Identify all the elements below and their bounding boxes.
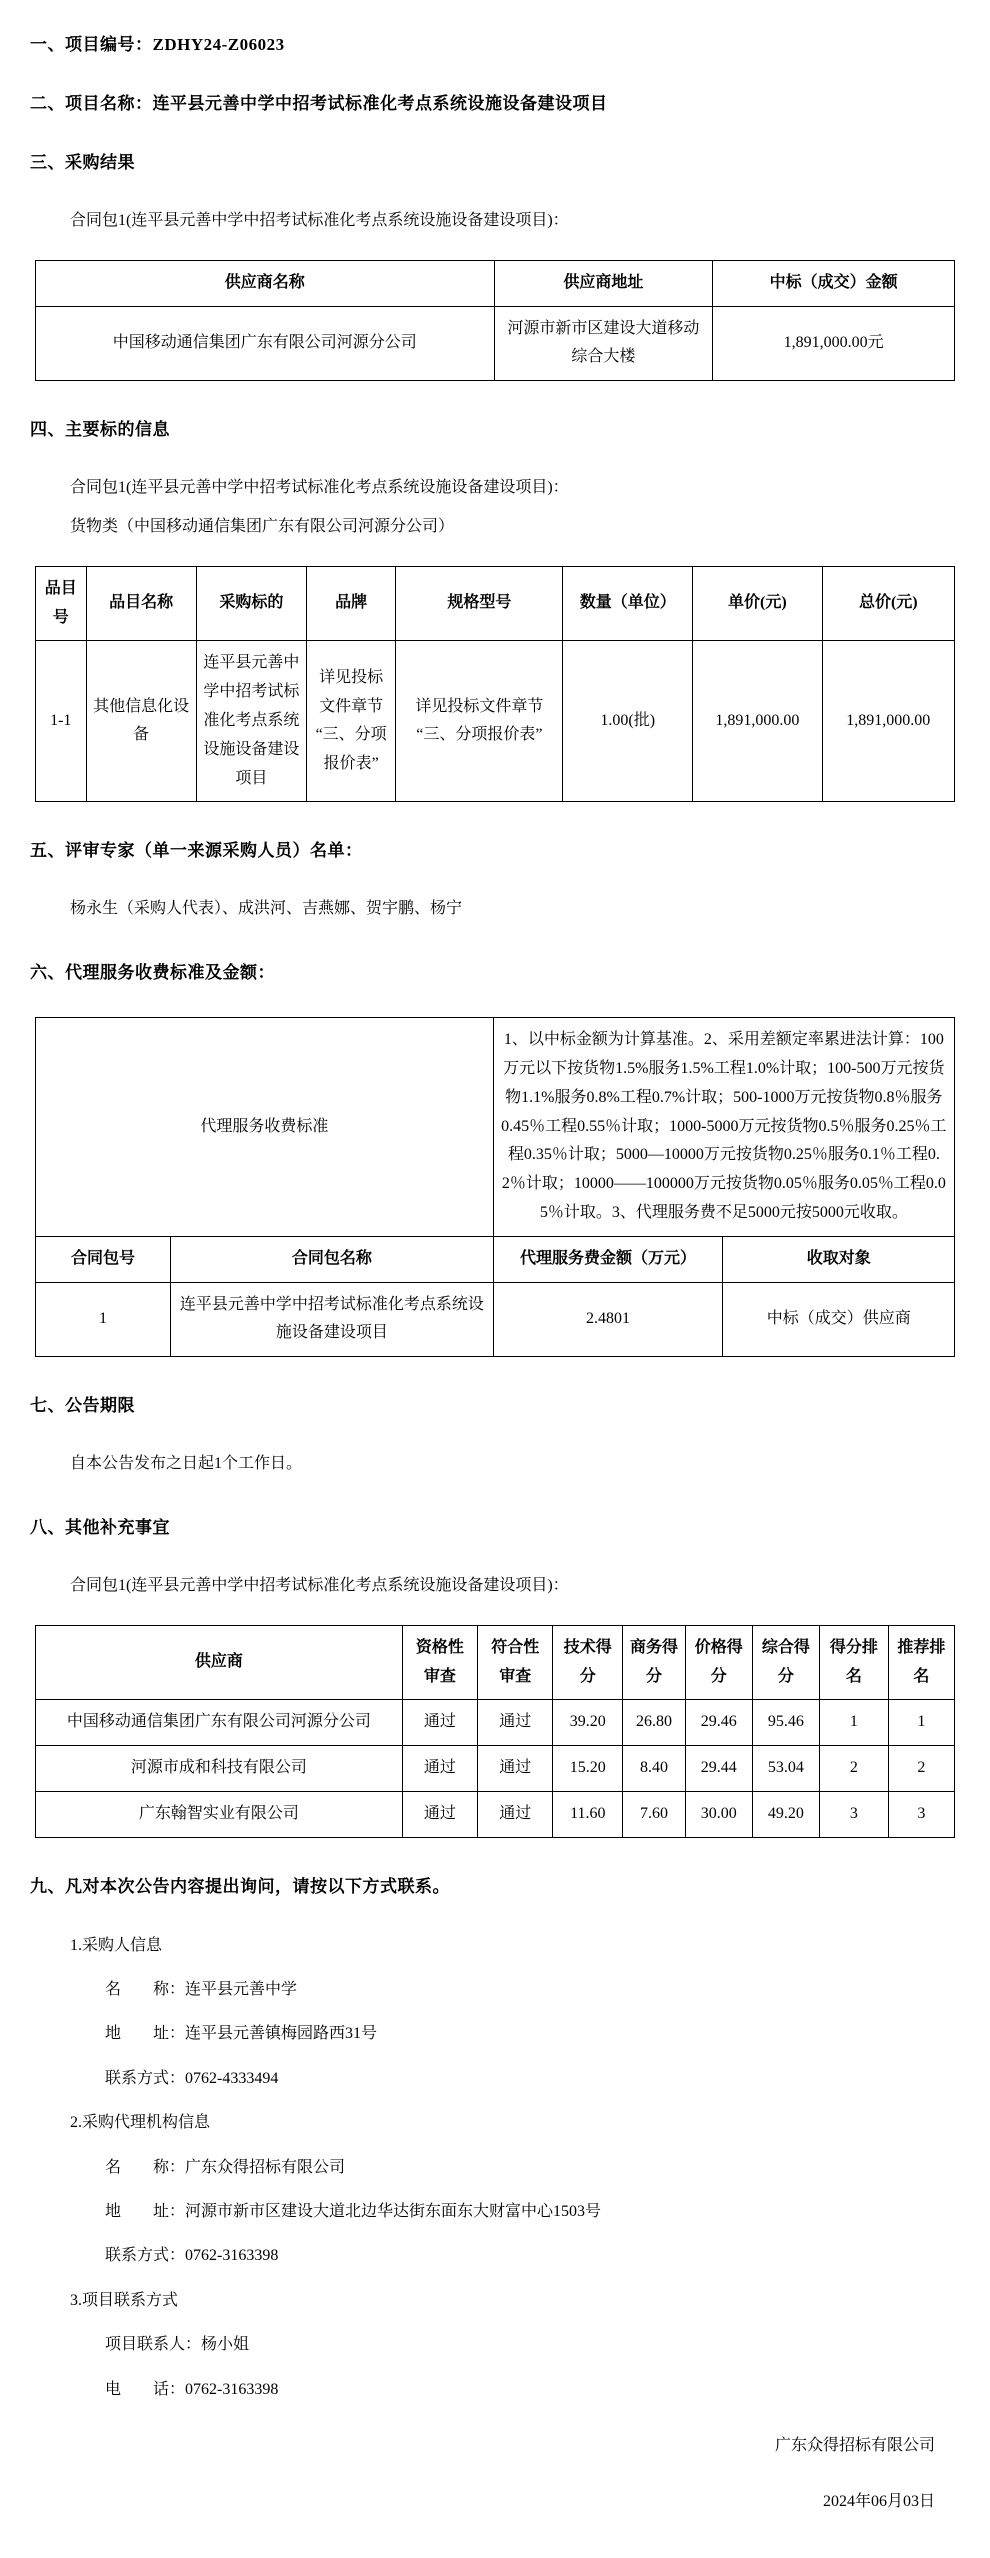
- agency-name: 名 称：广东众得招标有限公司: [105, 2158, 346, 2176]
- procurement-target-cell: 连平县元善中学中招考试标准化考点系统设施设备建设项目: [196, 641, 306, 802]
- business-score-cell: 8.40: [623, 1746, 685, 1792]
- purchaser-name: 名 称：连平县元善中学: [105, 1981, 298, 1999]
- procurement-result-table: [35, 260, 955, 381]
- supplier-name-cell: 河源市成和科技有限公司: [36, 1746, 403, 1792]
- column-header: 中标（成交）金额: [713, 260, 955, 306]
- table-row: [36, 306, 955, 381]
- technical-score-cell: 11.60: [553, 1791, 623, 1837]
- conformity-review-cell: 通过: [478, 1700, 553, 1746]
- experts-names: 杨永生（采购人代表）、成洪河、吉燕娜、贺宇鹏、杨宁: [70, 900, 463, 918]
- brand-cell: 详见投标文件章节“三、分项报价表”: [307, 641, 396, 802]
- column-header: 技术得分: [553, 1625, 623, 1700]
- purchaser-info-title: 1.采购人信息: [70, 1936, 163, 1954]
- column-header: 总价(元): [822, 566, 954, 641]
- column-header: 供应商: [36, 1625, 403, 1700]
- footer-date: 2024年06月03日: [822, 2493, 935, 2511]
- column-header: 综合得分: [752, 1625, 819, 1700]
- fee-amount-cell: 2.4801: [493, 1282, 723, 1357]
- project-name-heading: 二、项目名称：连平县元善中学中招考试标准化考点系统设施设备建设项目: [30, 94, 608, 113]
- main-subject-table: [35, 566, 955, 803]
- total-score-cell: 95.46: [752, 1700, 819, 1746]
- spec-model-cell: 详见投标文件章节“三、分项报价表”: [396, 641, 563, 802]
- notice-period-text: 自本公告发布之日起1个工作日。: [70, 1455, 303, 1473]
- score-rank-cell: 3: [819, 1791, 888, 1837]
- business-score-cell: 7.60: [623, 1791, 685, 1837]
- qualification-review-cell: 通过: [402, 1700, 477, 1746]
- experts-heading: 五、评审专家（单一来源采购人员）名单：: [30, 841, 363, 861]
- total-score-cell: 53.04: [752, 1746, 819, 1792]
- table-row: [36, 1282, 955, 1357]
- agency-fee-heading: 六、代理服务收费标准及金额：: [30, 963, 275, 983]
- supplier-name-cell: 中国移动通信集团广东有限公司河源分公司: [36, 1700, 403, 1746]
- score-rank-cell: 1: [819, 1700, 888, 1746]
- column-header: 合同包名称: [171, 1236, 494, 1282]
- award-amount-cell: 1,891,000.00元: [713, 306, 955, 381]
- fee-standard-label-cell: 代理服务收费标准: [36, 1018, 494, 1237]
- project-number-heading: 一、项目编号：ZDHY24-Z06023: [30, 35, 285, 54]
- table-row: [36, 1746, 955, 1792]
- column-header: 得分排名: [819, 1625, 888, 1700]
- agency-info-title: 2.采购代理机构信息: [70, 2114, 211, 2132]
- column-header: 品目名称: [86, 566, 196, 641]
- supplier-address-cell: 河源市新市区建设大道移动综合大楼: [494, 306, 713, 381]
- quantity-cell: 1.00(批): [563, 641, 693, 802]
- price-score-cell: 30.00: [685, 1791, 752, 1837]
- supplier-name-cell: 广东翰智实业有限公司: [36, 1791, 403, 1837]
- item-name-cell: 其他信息化设备: [86, 641, 196, 802]
- notice-period-heading: 七、公告期限: [30, 1396, 135, 1416]
- package-number-cell: 1: [36, 1282, 171, 1357]
- agency-phone: 联系方式：0762-3163398: [105, 2247, 279, 2265]
- conformity-review-cell: 通过: [478, 1746, 553, 1792]
- table-row: [36, 641, 955, 802]
- purchaser-phone: 联系方式：0762-4333494: [105, 2069, 279, 2087]
- column-header: 价格得分: [685, 1625, 752, 1700]
- column-header: 单价(元): [693, 566, 823, 641]
- agency-address: 地 址：河源市新市区建设大道北边华达街东面东大财富中心1503号: [105, 2203, 602, 2221]
- recommend-rank-cell: 3: [888, 1791, 954, 1837]
- total-score-cell: 49.20: [752, 1791, 819, 1837]
- technical-score-cell: 39.20: [553, 1700, 623, 1746]
- procurement-result-heading: 三、采购结果: [30, 153, 135, 172]
- qualification-review-cell: 通过: [402, 1746, 477, 1792]
- supplier-name-cell: 中国移动通信集团广东有限公司河源分公司: [36, 306, 495, 381]
- unit-price-cell: 1,891,000.00: [693, 641, 823, 802]
- project-contact-phone: 电 话：0762-3163398: [105, 2380, 279, 2398]
- column-header: 规格型号: [396, 566, 563, 641]
- recommend-rank-cell: 1: [888, 1700, 954, 1746]
- column-header: 符合性审查: [478, 1625, 553, 1700]
- column-header: 供应商地址: [494, 260, 713, 306]
- project-contact-person: 项目联系人：杨小姐: [105, 2336, 250, 2354]
- item-number-cell: 1-1: [36, 641, 87, 802]
- table-header-row: [36, 566, 955, 641]
- footer-company: 广东众得招标有限公司: [774, 2437, 935, 2454]
- purchaser-address: 地 址：连平县元善镇梅园路西31号: [105, 2025, 378, 2043]
- qualification-review-cell: 通过: [402, 1791, 477, 1837]
- column-header: 品牌: [307, 566, 396, 641]
- main-subject-heading: 四、主要标的信息: [30, 420, 170, 440]
- score-table: [35, 1625, 955, 1838]
- fee-standard-row: [36, 1018, 955, 1237]
- column-header: 资格性审查: [402, 1625, 477, 1700]
- technical-score-cell: 15.20: [553, 1746, 623, 1792]
- conformity-review-cell: 通过: [478, 1791, 553, 1837]
- fee-payer-cell: 中标（成交）供应商: [723, 1282, 955, 1357]
- column-header: 合同包号: [36, 1236, 171, 1282]
- additional-package-line: 合同包1(连平县元善中学中招考试标准化考点系统设施设备建设项目)：: [70, 1576, 569, 1594]
- column-header: 商务得分: [623, 1625, 685, 1700]
- price-score-cell: 29.46: [685, 1700, 752, 1746]
- column-header: 代理服务费金额（万元）: [493, 1236, 723, 1282]
- score-rank-cell: 2: [819, 1746, 888, 1792]
- announcement-document: [20, 30, 970, 2518]
- column-header: 品目号: [36, 566, 87, 641]
- column-header: 收取对象: [723, 1236, 955, 1282]
- main-subject-package-line: 合同包1(连平县元善中学中招考试标准化考点系统设施设备建设项目)：: [70, 479, 569, 497]
- agency-fee-table: [35, 1017, 955, 1357]
- table-header-row: [36, 1236, 955, 1282]
- table-header-row: [36, 260, 955, 306]
- column-header: 采购标的: [196, 566, 306, 641]
- contact-heading: 九、凡对本次公告内容提出询问，请按以下方式联系。: [30, 1876, 450, 1896]
- price-score-cell: 29.44: [685, 1746, 752, 1792]
- table-row: [36, 1700, 955, 1746]
- business-score-cell: 26.80: [623, 1700, 685, 1746]
- column-header: 供应商名称: [36, 260, 495, 306]
- additional-heading: 八、其他补充事宜: [30, 1517, 170, 1537]
- project-contact-title: 3.项目联系方式: [70, 2291, 179, 2309]
- column-header: 数量（单位）: [563, 566, 693, 641]
- table-row: [36, 1791, 955, 1837]
- column-header: 推荐排名: [888, 1625, 954, 1700]
- recommend-rank-cell: 2: [888, 1746, 954, 1792]
- table-header-row: [36, 1625, 955, 1700]
- main-subject-category-line: 货物类（中国移动通信集团广东有限公司河源分公司）: [70, 517, 455, 535]
- procurement-result-package-line: 合同包1(连平县元善中学中招考试标准化考点系统设施设备建设项目)：: [70, 212, 569, 229]
- total-price-cell: 1,891,000.00: [822, 641, 954, 802]
- fee-standard-text-cell: 1、以中标金额为计算基准。2、采用差额定率累进法计算：100万元以下按货物1.5%服务1.5%工程1.0%计取；100-500万元按货物1.1%服务0.8%工程0.7%计取；500-1000万元按货物0.8％服务0.45％工程0.55％计取；1000-5000万元按货物0.5％服务0.25％工程0.35％计取；5000—10000万元按货物0.25％服务0.1％工程0.2％计取；10000——100000万元按货物0.05％服务0.05％工程0.05％计取。3、代理服务费不足5000元按5000元收取。: [493, 1018, 954, 1237]
- package-name-cell: 连平县元善中学中招考试标准化考点系统设施设备建设项目: [171, 1282, 494, 1357]
